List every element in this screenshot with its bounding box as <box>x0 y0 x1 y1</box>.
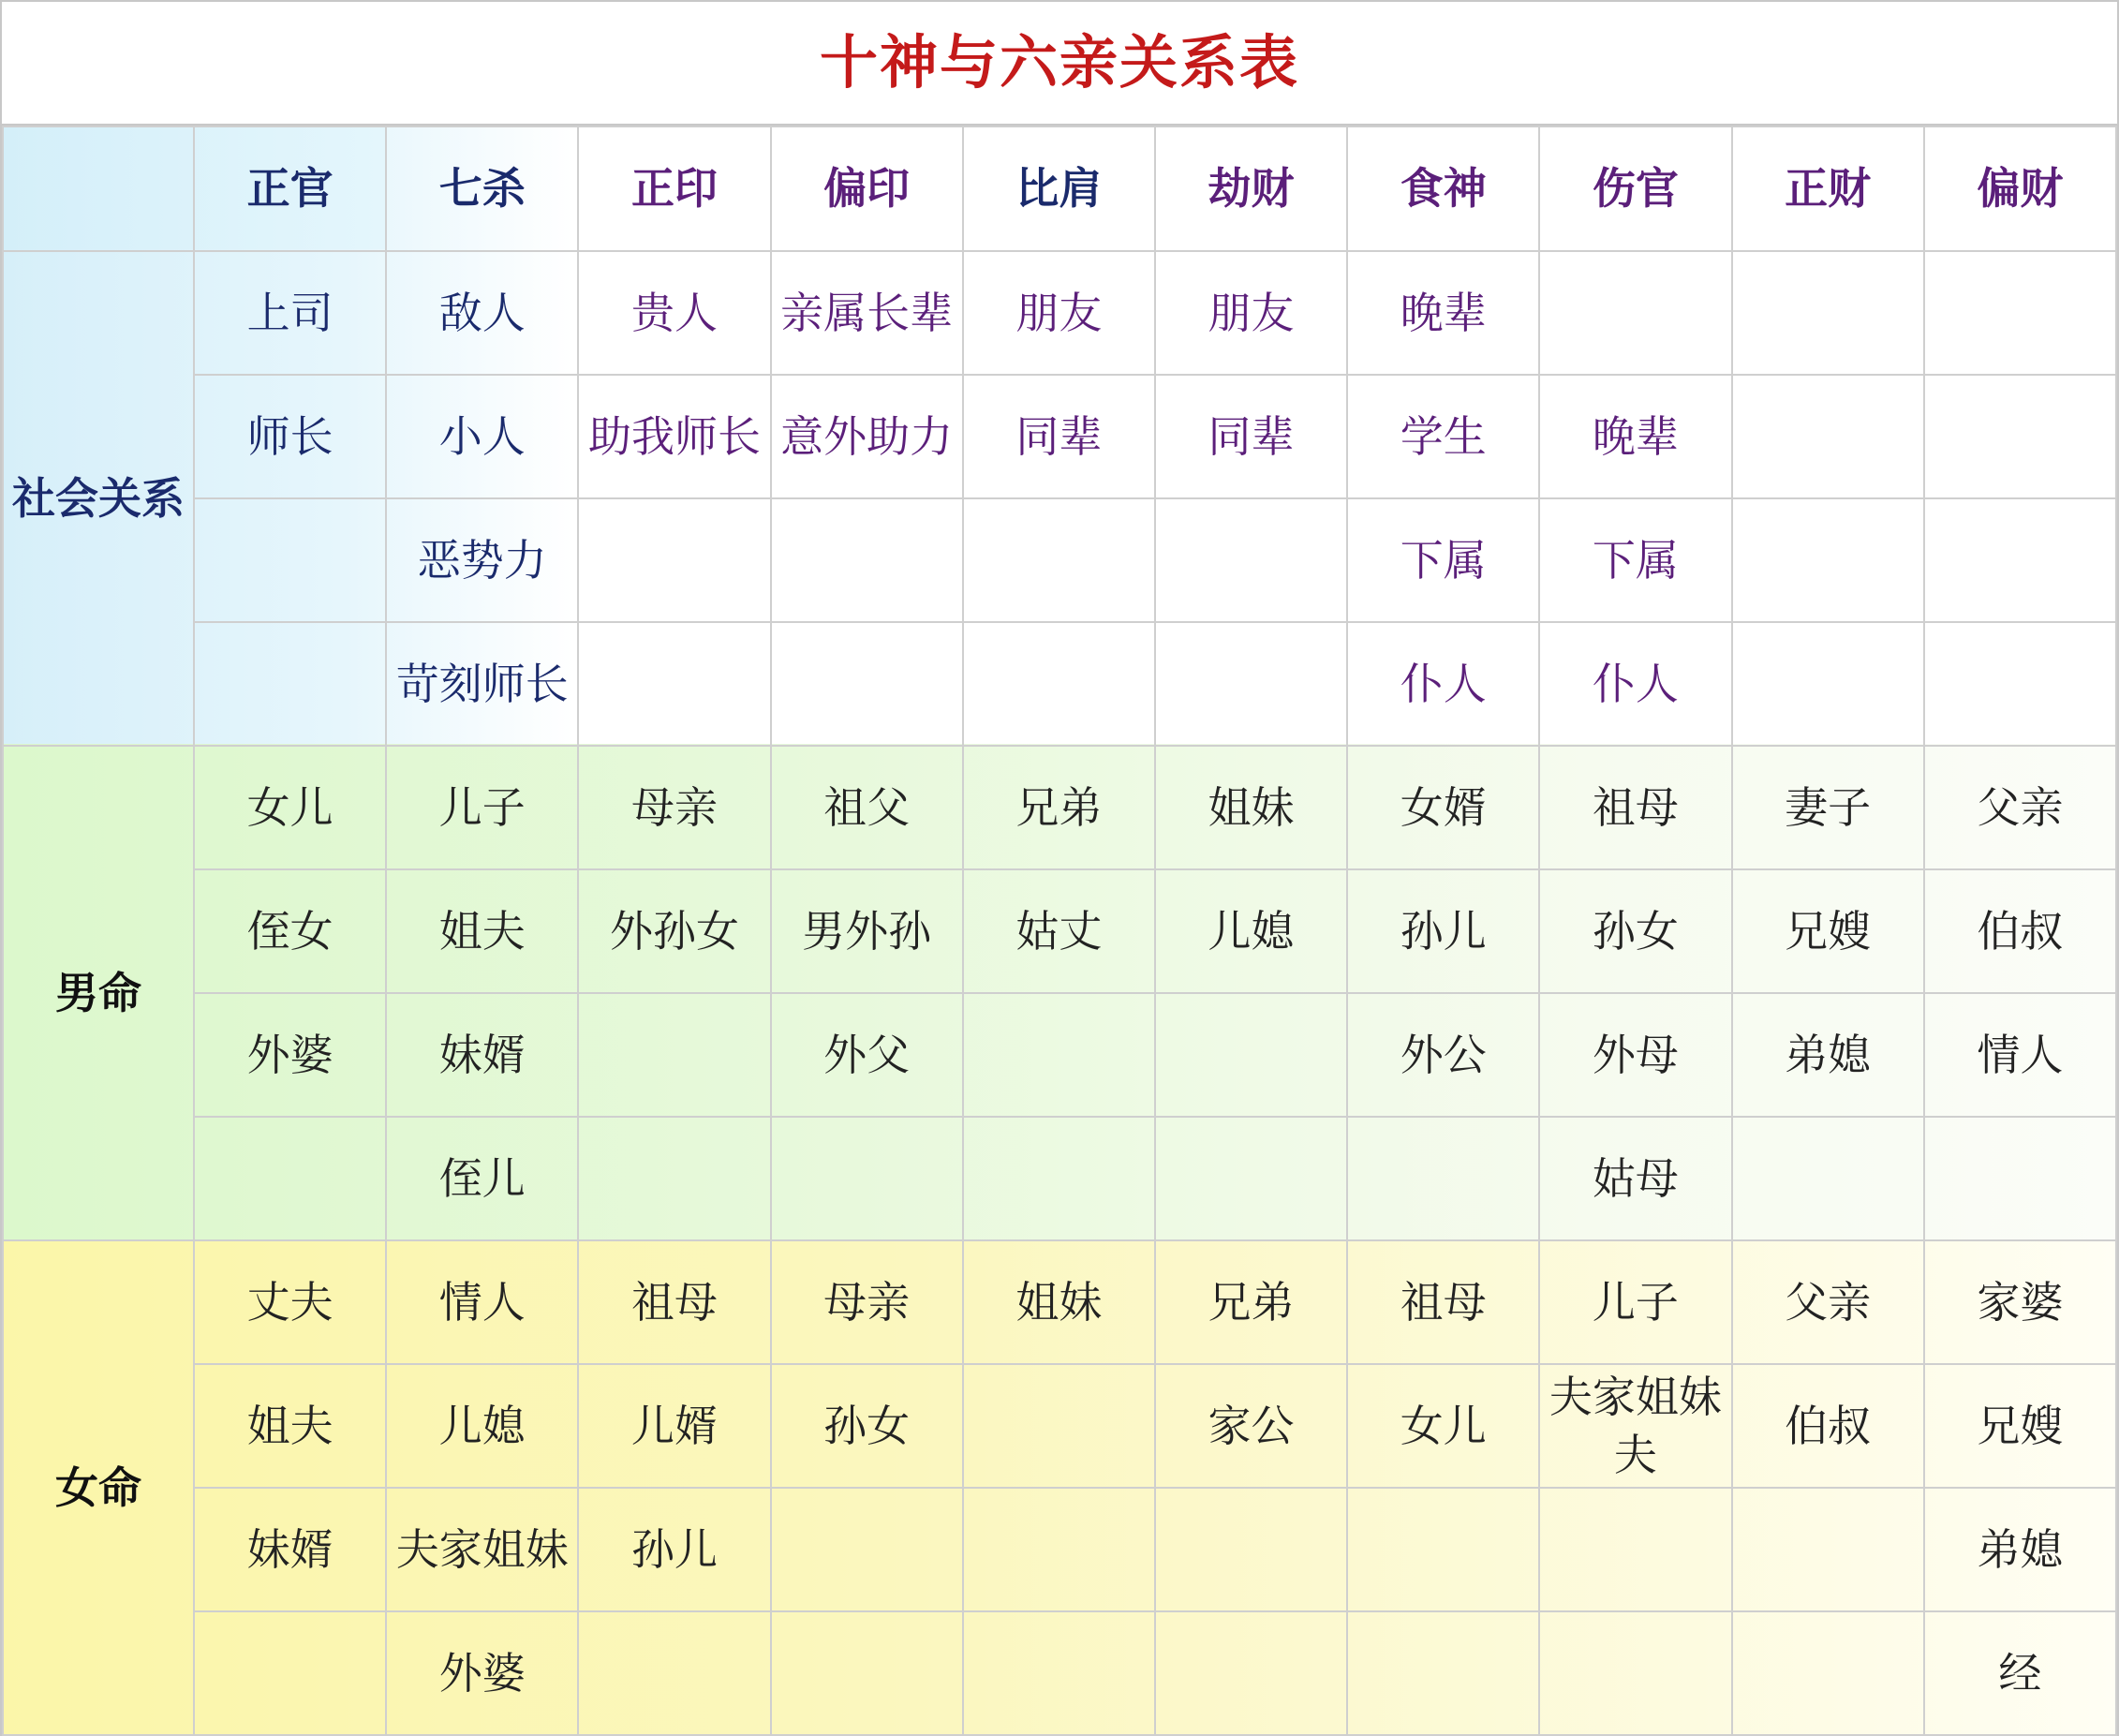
table-cell: 亲属长辈 <box>771 251 963 375</box>
table-cell <box>963 1488 1155 1611</box>
table-cell <box>1924 498 2116 622</box>
table-cell: 学生 <box>1347 375 1539 498</box>
table-cell: 恶势力 <box>386 498 578 622</box>
table-cell: 兄弟 <box>963 746 1155 869</box>
table-row <box>3 375 2116 498</box>
table-cell <box>771 1611 963 1735</box>
table-cell: 兄弟 <box>1155 1240 1347 1364</box>
table-row <box>3 1240 2116 1364</box>
table-cell <box>194 1117 386 1240</box>
table-cell <box>194 622 386 746</box>
table-cell: 夫家姐妹夫 <box>1539 1364 1731 1488</box>
table-cell: 孙女 <box>771 1364 963 1488</box>
table-cell <box>1539 1611 1731 1735</box>
table-cell: 仆人 <box>1539 622 1731 746</box>
column-header: 偏财 <box>1924 126 2116 251</box>
table-cell: 儿子 <box>1539 1240 1731 1364</box>
table-cell: 侄女 <box>194 869 386 993</box>
table-cell: 外父 <box>771 993 963 1117</box>
table-cell: 情人 <box>1924 993 2116 1117</box>
table-cell: 祖父 <box>771 746 963 869</box>
relationship-table <box>2 126 2117 1736</box>
table-row <box>3 1611 2116 1735</box>
table-cell: 妹婿 <box>386 993 578 1117</box>
table-cell: 小人 <box>386 375 578 498</box>
table-cell <box>963 1364 1155 1488</box>
table-cell <box>1155 498 1347 622</box>
table-cell: 丈夫 <box>194 1240 386 1364</box>
table-cell <box>1924 1117 2116 1240</box>
table-cell <box>1924 251 2116 375</box>
table-cell <box>1539 251 1731 375</box>
table-cell <box>963 498 1155 622</box>
table-cell <box>578 993 770 1117</box>
table-cell: 儿子 <box>386 746 578 869</box>
table-cell <box>771 1117 963 1240</box>
table-cell: 同辈 <box>1155 375 1347 498</box>
table-cell: 同辈 <box>963 375 1155 498</box>
table-cell <box>1732 251 1924 375</box>
table-cell: 姐夫 <box>386 869 578 993</box>
column-header: 正财 <box>1732 126 1924 251</box>
table-cell: 苛刻师长 <box>386 622 578 746</box>
table-cell <box>578 1611 770 1735</box>
table-cell: 女婿 <box>1347 746 1539 869</box>
table-cell <box>771 622 963 746</box>
column-header: 七杀 <box>386 126 578 251</box>
table-cell: 兄嫂 <box>1924 1364 2116 1488</box>
table-cell: 儿媳 <box>386 1364 578 1488</box>
table-cell: 助我师长 <box>578 375 770 498</box>
table-cell <box>1732 1117 1924 1240</box>
table-cell: 妹婿 <box>194 1488 386 1611</box>
table-cell: 外孙女 <box>578 869 770 993</box>
column-header: 劫财 <box>1155 126 1347 251</box>
table-cell <box>1347 1611 1539 1735</box>
table-cell <box>963 1611 1155 1735</box>
table-row <box>3 1364 2116 1488</box>
table-cell: 朋友 <box>963 251 1155 375</box>
column-header: 伤官 <box>1539 126 1731 251</box>
table-cell <box>1732 498 1924 622</box>
table-cell: 贵人 <box>578 251 770 375</box>
table-cell: 上司 <box>194 251 386 375</box>
table-cell: 外婆 <box>386 1611 578 1735</box>
table-cell: 祖母 <box>578 1240 770 1364</box>
table-cell: 外婆 <box>194 993 386 1117</box>
table-cell: 弟媳 <box>1924 1488 2116 1611</box>
table-cell <box>1924 375 2116 498</box>
table-cell: 姐妹 <box>963 1240 1155 1364</box>
table-row <box>3 498 2116 622</box>
table-cell: 祖母 <box>1347 1240 1539 1364</box>
table-cell: 父亲 <box>1924 746 2116 869</box>
table-cell <box>1155 1117 1347 1240</box>
table-cell: 下属 <box>1347 498 1539 622</box>
table-cell <box>963 1117 1155 1240</box>
table-cell: 下属 <box>1539 498 1731 622</box>
table-cell: 伯叔 <box>1732 1364 1924 1488</box>
table-cell: 父亲 <box>1732 1240 1924 1364</box>
table-cell <box>1155 622 1347 746</box>
table-cell: 儿婿 <box>578 1364 770 1488</box>
table-cell <box>1732 375 1924 498</box>
table-cell: 母亲 <box>771 1240 963 1364</box>
table-cell: 外公 <box>1347 993 1539 1117</box>
table-cell: 敌人 <box>386 251 578 375</box>
table-cell <box>578 1117 770 1240</box>
table-wrapper <box>2 126 2117 1736</box>
table-cell: 兄嫂 <box>1732 869 1924 993</box>
table-cell <box>771 1488 963 1611</box>
table-cell: 家公 <box>1155 1364 1347 1488</box>
table-cell: 孙儿 <box>1347 869 1539 993</box>
table-cell: 弟媳 <box>1732 993 1924 1117</box>
column-header: 正印 <box>578 126 770 251</box>
table-cell: 女儿 <box>1347 1364 1539 1488</box>
table-cell: 仆人 <box>1347 622 1539 746</box>
table-cell <box>1155 1488 1347 1611</box>
table-cell: 姑丈 <box>963 869 1155 993</box>
column-header: 比肩 <box>963 126 1155 251</box>
table-cell: 姐妹 <box>1155 746 1347 869</box>
group-label-female: 女命 <box>3 1240 194 1735</box>
table-cell: 妻子 <box>1732 746 1924 869</box>
table-cell: 家婆 <box>1924 1240 2116 1364</box>
table-cell <box>194 498 386 622</box>
column-header: 正官 <box>194 126 386 251</box>
table-cell: 姐夫 <box>194 1364 386 1488</box>
table-cell: 孙女 <box>1539 869 1731 993</box>
table-cell <box>771 498 963 622</box>
table-cell: 姑母 <box>1539 1117 1731 1240</box>
table-cell: 朋友 <box>1155 251 1347 375</box>
table-cell <box>1732 1488 1924 1611</box>
table-cell: 晚辈 <box>1347 251 1539 375</box>
table-cell <box>1347 1488 1539 1611</box>
table-cell <box>1732 1611 1924 1735</box>
table-cell <box>1155 993 1347 1117</box>
table-cell <box>578 498 770 622</box>
table-cell: 祖母 <box>1539 746 1731 869</box>
table-cell: 夫家姐妹 <box>386 1488 578 1611</box>
table-cell <box>1732 622 1924 746</box>
table-cell: 意外助力 <box>771 375 963 498</box>
table-cell: 师长 <box>194 375 386 498</box>
header-row <box>3 126 2116 251</box>
table-row <box>3 746 2116 869</box>
table-row <box>3 869 2116 993</box>
table-cell <box>1924 622 2116 746</box>
table-row <box>3 622 2116 746</box>
table-cell: 女儿 <box>194 746 386 869</box>
table-cell: 男外孙 <box>771 869 963 993</box>
header-corner-cell <box>3 126 194 251</box>
table-cell: 母亲 <box>578 746 770 869</box>
column-header: 偏印 <box>771 126 963 251</box>
table-cell: 情人 <box>386 1240 578 1364</box>
table-cell: 经 <box>1924 1611 2116 1735</box>
table-cell <box>578 622 770 746</box>
table-row <box>3 251 2116 375</box>
table-cell <box>963 993 1155 1117</box>
group-label-male: 男命 <box>3 746 194 1240</box>
table-row <box>3 993 2116 1117</box>
table-cell <box>194 1611 386 1735</box>
table-cell: 外母 <box>1539 993 1731 1117</box>
group-label-social: 社会关系 <box>3 251 194 746</box>
table-cell: 侄儿 <box>386 1117 578 1240</box>
table-row <box>3 1117 2116 1240</box>
table-row <box>3 1488 2116 1611</box>
table-cell <box>963 622 1155 746</box>
table-cell: 孙儿 <box>578 1488 770 1611</box>
table-cell: 晚辈 <box>1539 375 1731 498</box>
column-header: 食神 <box>1347 126 1539 251</box>
table-cell: 儿媳 <box>1155 869 1347 993</box>
table-cell: 伯叔 <box>1924 869 2116 993</box>
table-cell <box>1347 1117 1539 1240</box>
table-cell <box>1155 1611 1347 1735</box>
table-title: 十神与六亲关系表 <box>2 2 2117 126</box>
table-cell <box>1539 1488 1731 1611</box>
